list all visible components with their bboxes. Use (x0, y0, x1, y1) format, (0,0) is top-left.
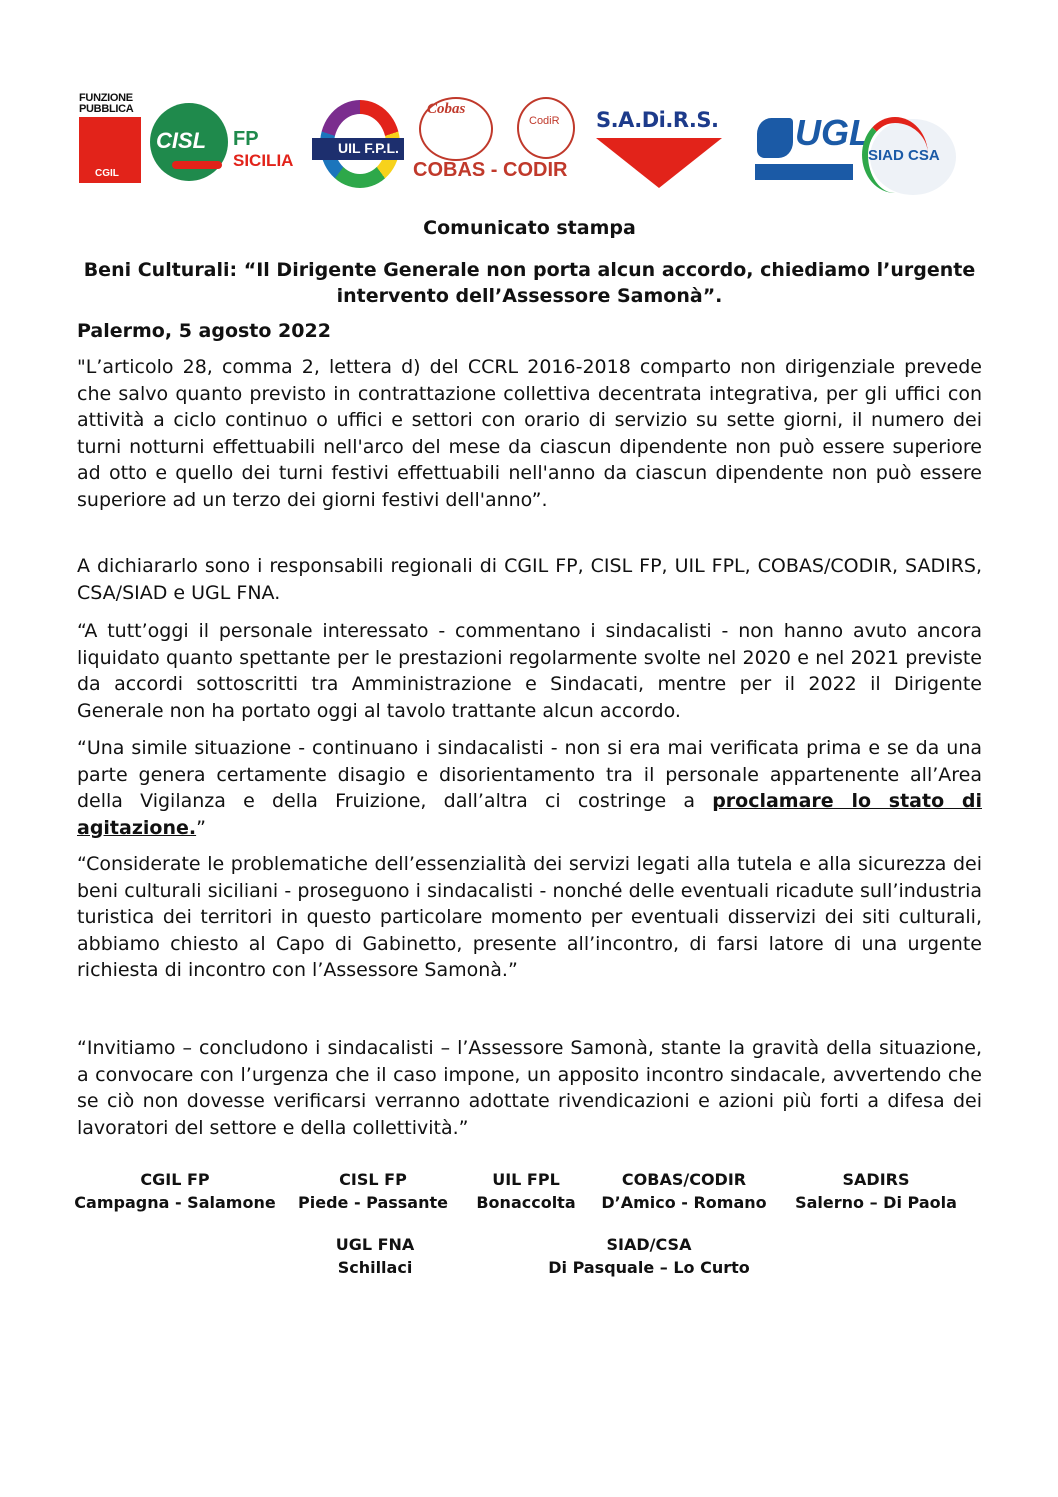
cisl-logo-text: CISL (156, 128, 207, 153)
codir-emblem-text: CodiR (529, 115, 560, 127)
signature-block (786, 1168, 966, 1214)
cisl-fp-text: FP (233, 128, 259, 150)
sadirs-red-triangle (596, 138, 722, 188)
headline: Beni Culturali: “Il Dirigente Generale non porta alcun accordo, chiediamo l’urgente intervento dell’Assessore Samonà”. (83, 259, 976, 307)
cisl-red-wave (172, 161, 222, 169)
cgil-fp-logo (79, 93, 141, 183)
cgil-logo-text: CGIL (95, 168, 119, 179)
signature-org: UGL FNA (335, 1235, 415, 1254)
signature-org: CGIL FP (140, 1170, 210, 1189)
cisl-fp-logo (150, 103, 300, 185)
signature-block (466, 1168, 586, 1214)
signature-names: Bonaccolta (476, 1193, 576, 1212)
italy-map-icon (757, 118, 793, 158)
sadirs-logo (596, 108, 722, 192)
signature-names: D’Amico - Romano (601, 1193, 767, 1212)
siad-logo-text: SIAD CSA (868, 147, 940, 164)
codir-emblem (517, 97, 575, 159)
signature-block (305, 1233, 445, 1279)
dateline: Palermo, 5 agosto 2022 (77, 320, 331, 342)
signature-names: Schillaci (337, 1258, 413, 1277)
cobas-emblem (419, 97, 493, 161)
signature-block (536, 1233, 762, 1279)
signature-org: CISL FP (339, 1170, 407, 1189)
uil-logo-text: UIL F.P.L. (338, 140, 399, 156)
cgil-logo-label: FUNZIONE PUBBLICA (79, 92, 134, 115)
paragraph-considerate: “Considerate le problematiche dell’essenzialità dei servizi legati alla tutela e alla sicurezza dei beni culturali siciliani - proseguono i sindacalisti - nonché delle eventuali ricadute sull’industria turistica dei territori in questo particolare momento per eventuali disservizi dei siti culturali, abbiamo chiesto al Capo di Gabinetto, presente all’incontro, di farsi latore di una urgente richiesta di incontro con l’Assessore Samonà.” (77, 853, 982, 981)
signature-names: Campagna - Salamone (74, 1193, 276, 1212)
cgil-red-square (79, 117, 141, 183)
uil-band (312, 138, 404, 160)
signature-names: Piede - Passante (298, 1193, 448, 1212)
signature-org: UIL FPL (492, 1170, 560, 1189)
paragraph-situation (77, 735, 982, 841)
signature-block (70, 1168, 280, 1214)
uil-fpl-logo (312, 100, 404, 192)
situation-close-quote: ” (196, 816, 206, 839)
paragraph-article-quote: "L’articolo 28, comma 2, lettera d) del CCRL 2016-2018 comparto non dirigenziale prevede che salvo quanto previsto in contrattazione collettiva decentrata integrativa, per gli uffici con attività a ciclo continuo o uffici e settori con orario di servizio su sette giorni, il numero dei turni notturni effettuabili nell'arco del mese da ciascun dipendente non può essere superiore ad otto e quello dei turni festivi effettuabili nell'anno da ciascun dipendente non può essere superiore ad un terzo dei giorni festivi dell'anno”. (77, 356, 982, 511)
paragraph-invitiamo: “Invitiamo – concludono i sindacalisti – l’Assessore Samonà, stante la gravità della situazione, a convocare con l’urgenza che il caso impone, un apposito incontro sindacale, avvertendo che se ciò non dovesse verificarsi verranno adottate rivendicazioni e azioni più forti a difesa dei lavoratori del settore e della collettività.” (77, 1037, 982, 1139)
signature-block (290, 1168, 456, 1214)
cobas-codir-text: COBAS - CODIR (413, 159, 568, 181)
signature-names: Di Pasquale – Lo Curto (548, 1258, 750, 1277)
ugl-subtitle-band (755, 164, 853, 180)
sadirs-logo-text: S.A.Di.R.S. (596, 108, 719, 132)
cobas-codir-logo (413, 97, 585, 187)
paragraph-tuttoggi: “A tutt’oggi il personale interessato - commentano i sindacalisti - non hanno avuto ancora liquidato quanto spettante per le prestazioni regolarmente svolte nel 2020 e nel 2021 previste da accordi sottoscritti tra Amministrazione e Sindacati, mentre per il 2022 il Dirigente Generale non ha portato oggi al tavolo trattante alcun accordo. (77, 620, 982, 722)
cisl-region-text: SICILIA (233, 151, 294, 170)
signature-block (592, 1168, 776, 1214)
agitation-highlight: proclamare lo stato di agitazione. (77, 790, 982, 839)
signature-org: SADIRS (842, 1170, 910, 1189)
signature-names: Salerno – Di Paola (795, 1193, 957, 1212)
signature-org: SIAD/CSA (606, 1235, 692, 1254)
siad-csa-logo (862, 117, 962, 199)
cobas-emblem-text: Cobas (427, 101, 466, 117)
cisl-green-circle (150, 103, 228, 181)
situation-text: “Una simile situazione - continuano i sindacalisti - non si era mai verificata prima e se da una parte genera certamente disagio e disorientamento tra il personale appartenente all’Area della Vigilanza e della Fruizione, dall’altra ci costringe a (77, 737, 982, 812)
paragraph-declarants: A dichiararlo sono i responsabili regionali di CGIL FP, CISL FP, UIL FPL, COBAS/CODIR, SADIRS, CSA/SIAD e UGL FNA. (77, 555, 982, 604)
ugl-logo (755, 112, 871, 184)
document-title: Comunicato stampa (423, 217, 636, 239)
ugl-logo-text: UGL (795, 112, 871, 153)
signature-org: COBAS/CODIR (621, 1170, 747, 1189)
